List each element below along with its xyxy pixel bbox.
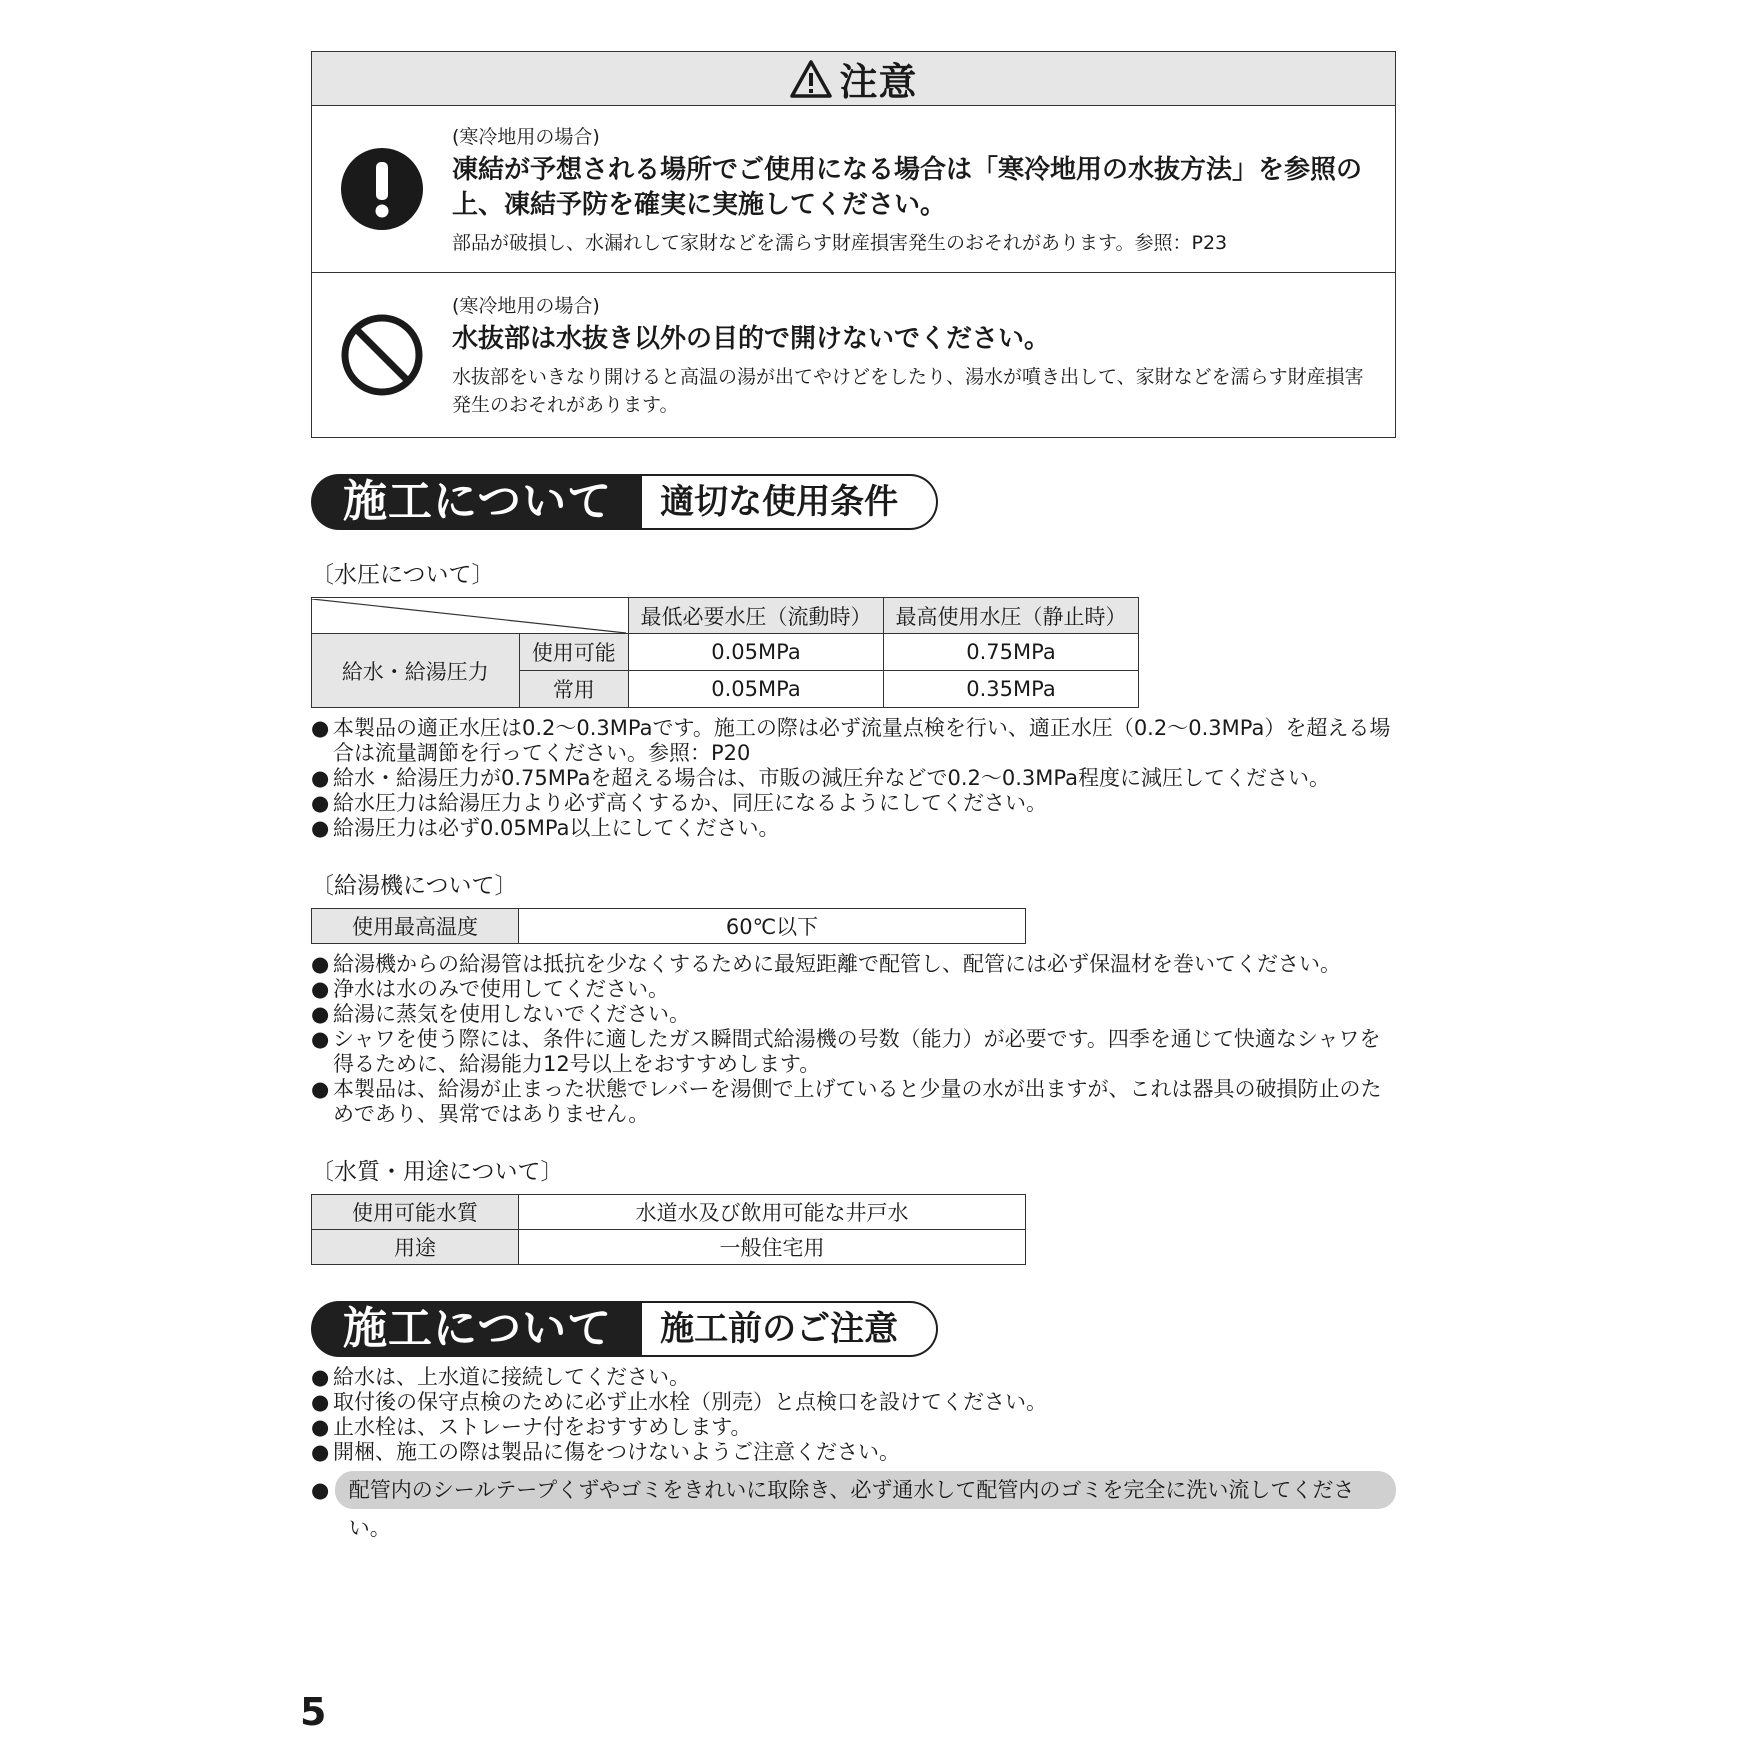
row-header: 使用可能水質 bbox=[312, 1195, 519, 1230]
list-item: ● 給湯に蒸気を使用しないでください。 bbox=[311, 1002, 690, 1026]
section-header-main: 施工について bbox=[311, 474, 642, 530]
quality-table bbox=[311, 1194, 1026, 1265]
table-cell: 0.05MPa bbox=[629, 671, 884, 708]
caution-note: 水抜部をいきなり開けると高温の湯が出てやけどをしたり、湯水が噴き出して、家財などを濡らす財産損害発生のおそれがあります。 bbox=[452, 366, 1364, 416]
caution-main: 凍結が予想される場所でご使用になる場合は「寒冷地用の水抜方法」を参照の上、凍結予防を確実に実施してください。 bbox=[452, 154, 1363, 220]
row-header: 使用最高温度 bbox=[312, 909, 519, 944]
exclamation-mandatory-icon bbox=[340, 147, 424, 231]
list-item: ● 取付後の保守点検のために必ず止水栓（別売）と点検口を設けてください。 bbox=[311, 1390, 1047, 1414]
row-header: 使用可能 bbox=[519, 634, 628, 671]
list-item: ● 給水・給湯圧力が0.75MPaを超える場合は、市販の減圧弁などで0.2〜0.3MPa程度に減圧してください。 bbox=[311, 766, 1330, 790]
warning-triangle-icon bbox=[789, 59, 833, 99]
col-header: 最低必要水圧（流動時） bbox=[629, 598, 884, 634]
diagonal-header-cell bbox=[312, 598, 629, 634]
bullet-list bbox=[311, 1365, 1396, 1465]
table-cell: 0.75MPa bbox=[884, 634, 1139, 671]
table-cell: 60℃以下 bbox=[519, 909, 1026, 944]
list-item: ● 本製品は、給湯が止まった状態でレバーを湯側で上げていると少量の水が出ますが、これは器具の破損防止のためであり、異常ではありません。 bbox=[311, 1077, 1382, 1126]
caution-header bbox=[312, 52, 1395, 106]
list-item: ● 給水は、上水道に接続してください。 bbox=[311, 1365, 690, 1389]
section-header-sub: 適切な使用条件 bbox=[642, 474, 938, 530]
caution-note: 部品が破損し、水漏れして家財などを濡らす財産損害発生のおそれがあります。参照：P23 bbox=[452, 231, 1228, 254]
page-content bbox=[311, 51, 1396, 1540]
list-item: ● シャワを使う際には、条件に適したガス瞬間式給湯機の号数（能力）が必要です。四季を通じて快適なシャワを得るために、給湯能力12号以上をおすすめします。 bbox=[311, 1027, 1381, 1076]
table-cell: 0.35MPa bbox=[884, 671, 1139, 708]
prohibition-icon bbox=[340, 313, 424, 397]
table-cell: 一般住宅用 bbox=[519, 1230, 1026, 1265]
col-header: 最高使用水圧（静止時） bbox=[884, 598, 1139, 634]
list-item: ● 給湯機からの給湯管は抵抗を少なくするために最短距離で配管し、配管には必ず保温材を巻いてください。 bbox=[311, 952, 1341, 976]
list-item: ● 浄水は水のみで使用してください。 bbox=[311, 977, 669, 1001]
section-header bbox=[311, 1301, 1396, 1357]
page-number: 5 bbox=[300, 1690, 327, 1734]
list-item: ● 給湯圧力は必ず0.05MPa以上にしてください。 bbox=[311, 816, 780, 840]
section-header-main: 施工について bbox=[311, 1301, 642, 1357]
caution-sub: (寒冷地用の場合) bbox=[452, 295, 600, 317]
bullet-list bbox=[311, 952, 1396, 1127]
caution-sub: (寒冷地用の場合) bbox=[452, 125, 600, 148]
caution-box bbox=[311, 51, 1396, 438]
highlighted-note: 配管内のシールテープくずやゴミをきれいに取除き、必ず通水して配管内のゴミを完全に洗い流してください。 bbox=[335, 1471, 1396, 1509]
caution-main: 水抜部は水抜き以外の目的で開けないでください。 bbox=[452, 324, 1051, 354]
highlighted-list-item: ● 配管内のシールテープくずやゴミをきれいに取除き、必ず通水して配管内のゴミを完全に洗い流してください。 bbox=[311, 1471, 1396, 1509]
list-item: ● 給水圧力は給湯圧力より必ず高くするか、同圧になるようにしてください。 bbox=[311, 791, 1047, 815]
row-header: 用途 bbox=[312, 1230, 519, 1265]
list-item: ● 本製品の適正水圧は0.2〜0.3MPaです。施工の際は必ず流量点検を行い、適正水圧（0.2〜0.3MPa）を超える場合は流量調節を行ってください。参照：P20 bbox=[311, 716, 1391, 765]
subsection-label: 〔水質・用途について〕 bbox=[311, 1159, 564, 1185]
caution-item bbox=[312, 273, 1395, 437]
row-group-header: 給水・給湯圧力 bbox=[312, 634, 520, 708]
list-item: ● 開梱、施工の際は製品に傷をつけないようご注意ください。 bbox=[311, 1440, 900, 1464]
pressure-table bbox=[311, 597, 1139, 708]
subsection-label: 〔給湯機について〕 bbox=[311, 873, 518, 899]
caution-item bbox=[312, 106, 1395, 273]
heater-table bbox=[311, 908, 1026, 944]
table-cell: 0.05MPa bbox=[629, 634, 884, 671]
section-header-sub: 施工前のご注意 bbox=[642, 1301, 938, 1357]
subsection-label: 〔水圧について〕 bbox=[311, 562, 495, 588]
section-header bbox=[311, 474, 1396, 530]
caution-title: 注意 bbox=[839, 60, 918, 104]
table-cell: 水道水及び飲用可能な井戸水 bbox=[519, 1195, 1026, 1230]
list-item: ● 止水栓は、ストレーナ付をおすすめします。 bbox=[311, 1415, 752, 1439]
bullet-list bbox=[311, 716, 1396, 841]
row-header: 常用 bbox=[519, 671, 628, 708]
